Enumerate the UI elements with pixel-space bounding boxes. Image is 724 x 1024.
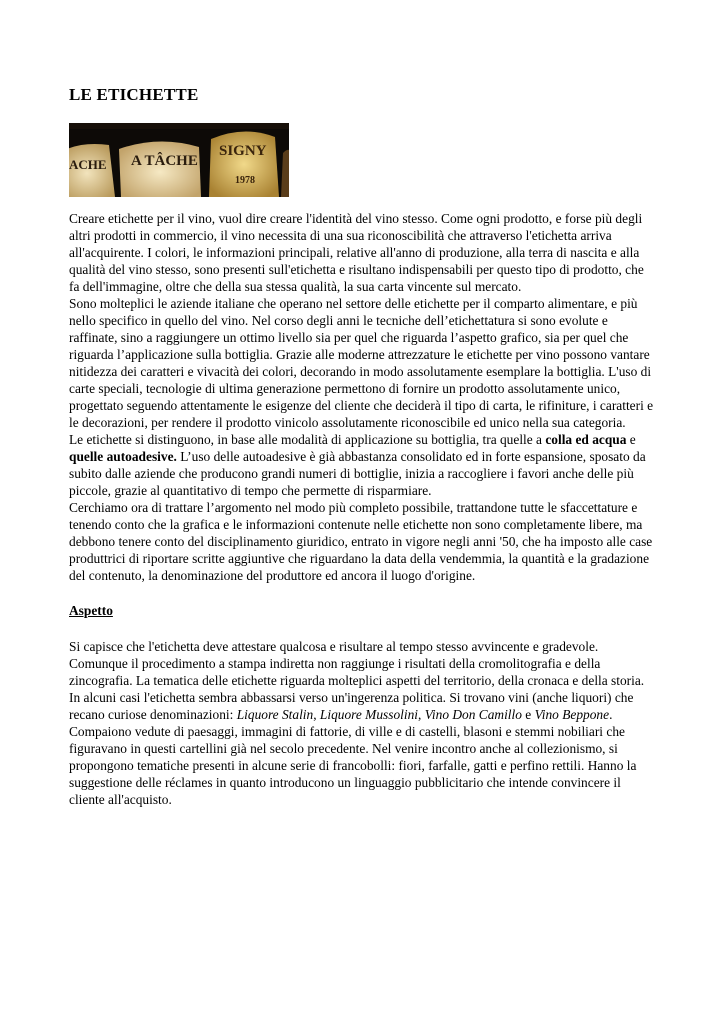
label-text-middle: A TÂCHE: [131, 153, 198, 169]
paragraph-intro: Creare etichette per il vino, vuol dire creare l'identità del vino stesso. Come ogni prodotto, e forse più degli altri prodotti in commercio, il vino necessita di una sua riconoscibilità che attraverso l'etichetta arriva all'acquirente. I colori, le informazioni principali, relative all'anno di produzione, alla terra di nascita e alla qualità del vino stesso, sono presenti sull'etichetta e risultano indispensabili per questo tipo di prodotto, che fa dell'immagine, oltre che della sua stessa qualità, la sua carta vincente sul mercato.: [69, 211, 644, 294]
label-text-right: SIGNY: [219, 143, 267, 159]
paragraph-label-types: Le etichette si distinguono, in base alle modalità di applicazione su bottiglia, tra quelle a colla ed acqua e quelle autoadesive. L’uso delle autoadesive è già abbastanza consolidato ed in forte espansione, sposato da subito dalle aziende che producono grandi numeri di bottiglie, inizia a raccogliere i favori anche delle più piccole, grazie al quantitativo di tempo che permette di risparmiare.: [69, 432, 646, 498]
article-body: [69, 210, 655, 808]
label-year: 1978: [235, 175, 255, 186]
label-text-left: ACHE: [69, 157, 107, 172]
wine-labels-photo: [69, 123, 289, 197]
self-adhesive-term: quelle autoadesive.: [69, 449, 177, 464]
page-title: LE ETICHETTE: [69, 85, 199, 104]
paragraph-companies: Sono molteplici le aziende italiane che operano nel settore delle etichette per il comparto alimentare, e più nello specifico in quello del vino. Nel corso degli anni le tecniche dell’etichettatura si sono evolute e raffinate, sino a raggiungere un ottimo livello sia per quel che riguarda l’aspetto grafico, sia per quel che riguarda l’applicazione sulla bottiglia. Grazie alle moderne attrezzature le etichette per vino possono vantare nitidezza dei caratteri e vivacità dei colori, decorando in modo assolutamente esemplare la bottiglia. L'uso di carte speciali, tecnologie di ultima generazione permettono di fornire un prodotto assolutamente unico, progettato seguendo attentamente le esigenze del cliente che deciderà il tipo di carta, le rifiniture, i caratteri e le decorazioni, per rendere il prodotto vinicolo assolutamente riconoscibile ed unico nella sua categoria.: [69, 296, 654, 430]
glue-water-term: colla ed acqua: [545, 432, 627, 447]
paragraph-aspetto: Si capisce che l'etichetta deve attestare qualcosa e risultare al tempo stesso avvincente e gradevole. Comunque il procedimento a stampa indiretta non raggiunge i risultati della cromolitografia e della zincografia. La tematica delle etichette riguarda molteplici aspetti del territorio, della cronaca e della storia. In alcuni casi l'etichetta sembra abbassarsi verso un'ingerenza politica. Si trovano vini (anche liquori) che recano curiose denominazioni: Liquore Stalin, Liquore Mussolini, Vino Don Camillo e Vino Beppone. Compaiono vedute di paesaggi, immagini di fattorie, di ville e di castelli, blasoni e stemmi nobiliari che figuravano in questi cartellini già nel secolo precedente. Nel venire incontro anche al collezionismo, si propongono tematiche presenti in alcune serie di francobolli: fiori, farfalle, gatti e perfino rettili. Hanno la suggestione delle réclames in quanto introducono un linguaggio pubblicitario che intende convincere il cliente all'acquisto.: [69, 639, 645, 807]
paragraph-regulation: Cerchiamo ora di trattare l’argomento nel modo più completo possibile, trattandone tutte le sfaccettature e tenendo conto che la grafica e le informazioni contenute nelle etichette non sono completamente libere, ma debbono tenere conto del disciplinamento giuridico, entrato in vigore negli anni '50, che ha imposto alle case produttrici di riportare scritte aggiuntive che riguardano la data della vendemmia, la quantità e la gradazione del contenuto, la denominazione del produttore ed ancora il luogo d'origine.: [69, 500, 653, 583]
section-title-aspetto: Aspetto: [69, 603, 113, 618]
